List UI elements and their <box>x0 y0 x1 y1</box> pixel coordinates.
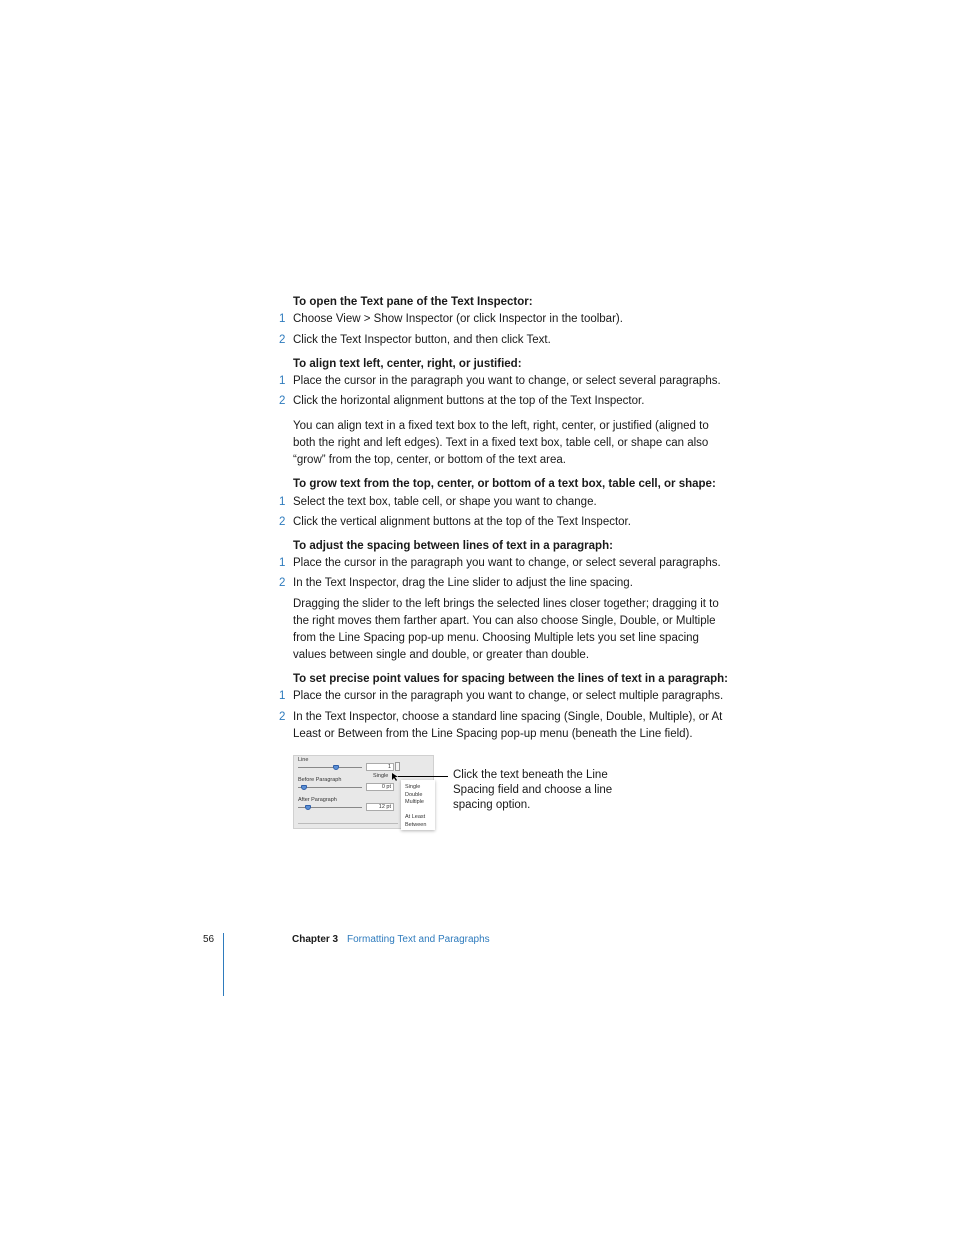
note-line: both the right and left edges). Text in a fixed text box, table cell, or shape can also <box>293 437 709 449</box>
line-spacing-inspector <box>293 755 434 829</box>
step-number: 2 <box>279 516 286 528</box>
before-slider-track[interactable] <box>298 787 362 788</box>
step-number: 2 <box>279 577 286 589</box>
menu-item-single[interactable]: Single <box>405 784 421 790</box>
after-paragraph-label: After Paragraph <box>298 797 337 803</box>
chapter-label: Chapter 3 <box>292 934 339 945</box>
callout-text <box>453 768 612 813</box>
line-slider-knob[interactable] <box>333 765 339 770</box>
step-number: 1 <box>279 313 286 325</box>
menu-item-between[interactable]: Between <box>405 822 427 828</box>
menu-item-at-least[interactable]: At Least <box>405 814 426 820</box>
after-slider-knob[interactable] <box>305 805 311 810</box>
step-text <box>293 709 733 743</box>
note-paragraph <box>293 596 733 664</box>
cursor-arrow-icon <box>392 773 398 781</box>
divider <box>298 823 398 824</box>
note-line: from the Line Spacing pop-up menu. Choosing Multiple lets you set line spacing <box>293 632 699 644</box>
before-slider-knob[interactable] <box>301 785 307 790</box>
line-mode-label[interactable]: Single <box>373 773 389 779</box>
step-text: Click the Text Inspector button, and then click Text. <box>293 334 551 346</box>
step-number: 2 <box>279 334 286 346</box>
step-line: Least or Between from the Line Spacing pop-up menu (beneath the Line field). <box>293 728 693 740</box>
menu-item-multiple[interactable]: Multiple <box>405 799 424 805</box>
footer-rule <box>223 933 224 996</box>
step-number: 2 <box>279 711 286 723</box>
step-number: 1 <box>279 375 286 387</box>
before-paragraph-field[interactable]: 0 pt <box>366 783 394 791</box>
section-heading: To open the Text pane of the Text Inspector: <box>293 296 533 308</box>
step-text: Select the text box, table cell, or shape you want to change. <box>293 496 597 508</box>
note-line: You can align text in a fixed text box to the left, right, center, or justified (aligned to <box>293 420 709 432</box>
callout-line: Spacing field and choose a line <box>453 784 613 796</box>
note-paragraph <box>293 418 733 469</box>
note-line: values between single and double, or greater than double. <box>293 649 590 661</box>
step-text: Click the horizontal alignment buttons at the top of the Text Inspector. <box>293 395 645 407</box>
section-heading: To set precise point values for spacing between the lines of text in a paragraph: <box>293 673 728 685</box>
step-text: Place the cursor in the paragraph you want to change, or select several paragraphs. <box>293 557 721 569</box>
line-value-field[interactable]: 1 <box>366 763 394 771</box>
line-label: Line <box>298 757 309 763</box>
page-number: 56 <box>203 934 215 945</box>
note-line: Dragging the slider to the left brings the selected lines closer together; dragging it to <box>293 598 719 610</box>
chapter-title: Formatting Text and Paragraphs <box>347 934 490 945</box>
line-spacing-menu[interactable] <box>401 780 435 830</box>
note-line: the right moves them farther apart. You can also choose Single, Double, or Multiple <box>293 615 716 627</box>
section-heading: To align text left, center, right, or justified: <box>293 358 522 370</box>
step-text: Click the vertical alignment buttons at the top of the Text Inspector. <box>293 516 631 528</box>
step-text: In the Text Inspector, drag the Line slider to adjust the line spacing. <box>293 577 633 589</box>
step-line: In the Text Inspector, choose a standard line spacing (Single, Double, Multiple), or At <box>293 711 723 723</box>
callout-line: Click the text beneath the Line <box>453 769 608 781</box>
before-paragraph-label: Before Paragraph <box>298 777 342 783</box>
menu-item-double[interactable]: Double <box>405 792 423 798</box>
line-slider-track[interactable] <box>298 767 362 768</box>
section-heading: To adjust the spacing between lines of text in a paragraph: <box>293 540 613 552</box>
section-heading: To grow text from the top, center, or bottom of a text box, table cell, or shape: <box>293 478 716 490</box>
callout-line: spacing option. <box>453 799 531 811</box>
step-text: Choose View > Show Inspector (or click Inspector in the toolbar). <box>293 313 623 325</box>
after-paragraph-field[interactable]: 12 pt <box>366 803 394 811</box>
step-number: 1 <box>279 690 286 702</box>
step-text: Place the cursor in the paragraph you want to change, or select multiple paragraphs. <box>293 690 724 702</box>
step-number: 1 <box>279 557 286 569</box>
line-value-stepper[interactable] <box>395 762 400 771</box>
step-number: 2 <box>279 395 286 407</box>
step-text: Place the cursor in the paragraph you want to change, or select several paragraphs. <box>293 375 721 387</box>
callout-leader-line <box>398 776 448 777</box>
step-number: 1 <box>279 496 286 508</box>
note-line: “grow” from the top, center, or bottom of the text area. <box>293 454 566 466</box>
